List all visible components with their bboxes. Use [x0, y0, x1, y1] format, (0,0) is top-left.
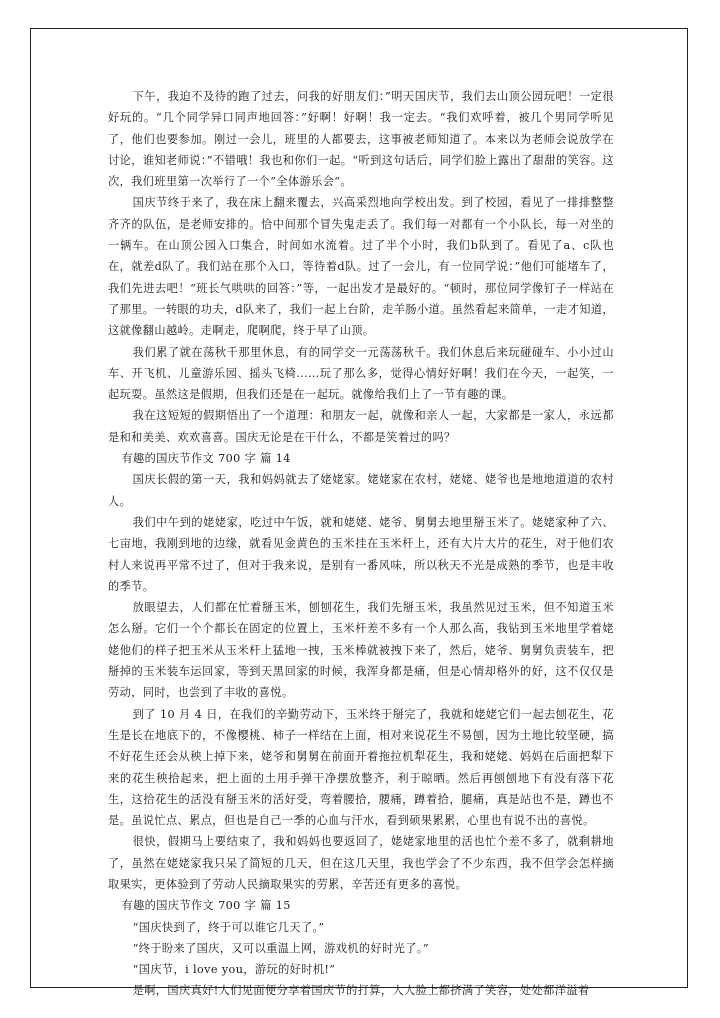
section-heading: 有趣的国庆节作文 700 字 篇 15 [121, 899, 291, 913]
quote-line: “国庆节，i love you，游玩的好时机!” [132, 963, 336, 977]
paragraph: 我们中午到的姥姥家，吃过中午饭，就和姥姥、姥爷、舅舅去地里掰玉米了。姥姥家种了六、七亩地，我刚到地的边缘，就看见金黄色的玉米挂在玉米杆上，还有大片大片的花生，对于他们农村人来说再平常不过了，但对于我来说，是别有一番风味，所以秋天不光是成熟的季节，也是丰收的季节。 [108, 515, 614, 593]
paragraph: 是啊，国庆真好!人们见面便分享着国庆节的打算，人人脸上都挤满了笑容，处处都洋溢着 [132, 984, 590, 998]
paragraph: 放眼望去，人们都在忙着掰玉米，刨刨花生，我们先掰玉米，我虽然见过玉米，但不知道玉米怎么掰。它们一个个都长在固定的位置上，玉米杆差不多有一个人那么高，我钻到玉米地里学着姥姥他们的样子把玉米从玉米杆上猛地一拽，玉米棒就被拽下来了，然后，姥爷、舅舅负责装车，把掰掉的玉米装车运回家，等到天黑回家的时候，我浑身都是痛，但是心情却格外的好，这不仅仅是劳动，同时，也尝到了丰收的喜悦。 [108, 601, 614, 700]
paragraph: 国庆节终于来了，我在床上翻来覆去，兴高采烈地向学校出发。到了校园，看见了一排排整整齐齐的队伍，是老师安排的。恰中间那个冒失鬼走丢了。我们每一对都有一个小队长，每一对坐的一辆车。在山顶公园入口集合，时间如水流着。过了半个小时，我们b队到了。看见了a、c队也在，就差d队了。我们站在那个入口，等待着d队。过了一会儿，有一位同学说：”他们可能堵车了，我们先进去吧！“班长气哄哄的回答：”等，一起出发才是最好的。“顿时，那位同学像钉子一样站在了那里。一转眼的功夫，d队来了，我们一起上台阶，走羊肠小道。虽然看起来简单，一走才知道，这就像翻山越岭。走啊走，爬啊爬，终于早了山顶。 [108, 196, 614, 338]
quote-line: “国庆快到了，终于可以谁它几天了。” [132, 920, 325, 934]
paragraph: 我们累了就在荡秋千那里休息，有的同学交一元荡荡秋千。我们休息后来玩碰碰车、小小过山车、开飞机、儿童游乐园、摇头飞椅……玩了那么多，觉得心情好好啊！我们在今天，一起笑，一起玩耍。虽然这是假期，但我们还是在一起玩。就像给我们上了一节有趣的课。 [108, 345, 614, 402]
paragraph: 到了 10 月 4 日，在我们的辛勤劳动下，玉米终于掰完了，我就和姥姥它们一起去刨花生，花生是长在地底下的，不像樱桃、柿子一样结在上面，相对来说花生不易刨，因为土地比较坚硬，搞不好花生还会从秧上掉下来，姥爷和舅舅在前面开着拖拉机犁花生，我和姥姥、妈妈在后面把犁下来的花生秧拾起来，把上面的土用手弹干净摆放整齐，利于晾晒。然后再刨刨地下有没有落下花生，这拾花生的活没有掰玉米的活好受，弯着腰拾，腰痛，蹲着拾，腿痛，真是站也不是，蹲也不是。虽说忙点、累点，但也是自己一季的心血与汗水，看到硕果累累，心里也有说不出的喜悦。 [108, 707, 614, 828]
paragraph: 下午，我迫不及待的跑了过去，问我的好朋友们：”明天国庆节，我们去山顶公园玩吧！一定很好玩的。“几个同学异口同声地回答：”好啊！好啊！我一定去。“我们欢呼着，被几个男同学听见了，他们也要参加。刚过一会儿，班里的人都要去，这事被老师知道了。本来以为老师会说放学在讨论，谁知老师说：”不错哦！我也和你们一起。“听到这句话后，同学们脸上露出了甜甜的笑容。这次，我们班里第一次举行了一个”全体游乐会“。 [108, 90, 614, 189]
quote-line: “终于盼来了国庆，又可以重温上网，游戏机的好时光了。” [132, 941, 429, 955]
section-heading: 有趣的国庆节作文 700 字 篇 14 [121, 452, 291, 466]
paragraph: 国庆长假的第一天，我和妈妈就去了姥姥家。姥姥家在农村，姥姥、姥爷也是地地道道的农村人。 [108, 473, 614, 508]
paragraph: 很快，假期马上要结束了，我和妈妈也要返回了，姥姥家地里的活也忙个差不多了，就剩耕地了，虽然在姥姥家我只呆了简短的几天，但在这几天里，我也学会了不少东西，我不但学会怎样摘取果实，更体验到了劳动人民摘取果实的劳累，辛苦还有更多的喜悦。 [108, 835, 614, 891]
document-body [108, 86, 614, 1002]
paragraph: 我在这短短的假期悟出了一个道理：和朋友一起，就像和亲人一起，大家都是一家人，永远都是和和美美、欢欢喜喜。国庆无论是在干什么，不都是笑着过的吗？ [108, 409, 614, 444]
